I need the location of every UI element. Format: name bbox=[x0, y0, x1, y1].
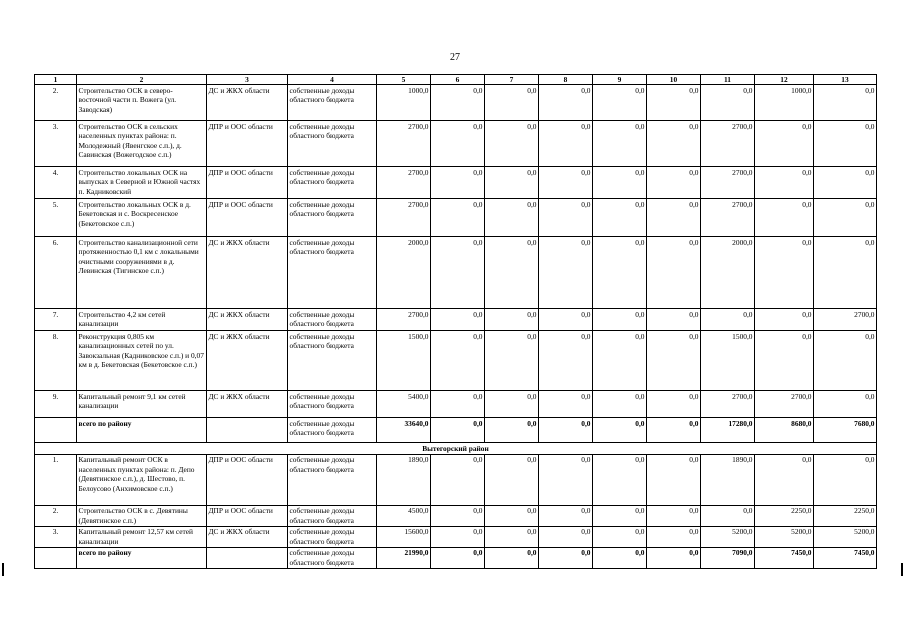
amount-cell: 0,0 bbox=[431, 237, 485, 309]
total-amount-cell: 7450,0 bbox=[755, 547, 814, 568]
row-number: 5. bbox=[35, 199, 77, 237]
executor: ДС и ЖКХ области bbox=[207, 237, 288, 309]
table-row bbox=[35, 167, 877, 199]
column-number: 2 bbox=[77, 75, 207, 85]
amount-cell: 5200,0 bbox=[755, 526, 814, 547]
amount-cell: 0,0 bbox=[647, 505, 701, 526]
executor: ДС и ЖКХ области bbox=[207, 85, 288, 121]
amount-cell: 0,0 bbox=[485, 85, 539, 121]
district-title: Вытегорский район bbox=[35, 443, 877, 454]
scan-edge-mark-left bbox=[2, 563, 4, 576]
amount-cell: 0,0 bbox=[593, 237, 647, 309]
amount-cell: 0,0 bbox=[647, 237, 701, 309]
executor: ДС и ЖКХ области bbox=[207, 391, 288, 418]
measure-name: Реконструкция 0,805 км канализационных сетей по ул. Завокзальная (Кадниковское с.п.) и 0,07 км в д. Бекетовская (Бекетовское с.п.) bbox=[77, 331, 207, 391]
column-number: 11 bbox=[701, 75, 755, 85]
table-row bbox=[35, 309, 877, 331]
funding-source: собственные доходы областного бюджета bbox=[288, 85, 377, 121]
amount-cell: 4500,0 bbox=[377, 505, 431, 526]
amount-cell: 1500,0 bbox=[701, 331, 755, 391]
amount-cell: 0,0 bbox=[755, 309, 814, 331]
amount-cell: 0,0 bbox=[539, 526, 593, 547]
amount-cell: 0,0 bbox=[814, 391, 877, 418]
amount-cell: 2700,0 bbox=[701, 391, 755, 418]
amount-cell: 0,0 bbox=[755, 121, 814, 167]
budget-table bbox=[34, 74, 877, 569]
column-number: 8 bbox=[539, 75, 593, 85]
amount-cell: 0,0 bbox=[431, 309, 485, 331]
funding-source: собственные доходы областного бюджета bbox=[288, 199, 377, 237]
amount-cell: 0,0 bbox=[431, 526, 485, 547]
amount-cell: 0,0 bbox=[701, 505, 755, 526]
amount-cell: 0,0 bbox=[701, 309, 755, 331]
funding-source: собственные доходы областного бюджета bbox=[288, 121, 377, 167]
amount-cell: 0,0 bbox=[539, 167, 593, 199]
executor: ДС и ЖКХ области bbox=[207, 309, 288, 331]
total-amount-cell: 0,0 bbox=[593, 418, 647, 443]
table-row bbox=[35, 199, 877, 237]
column-number: 1 bbox=[35, 75, 77, 85]
executor: ДПР и ООС области bbox=[207, 454, 288, 505]
scan-edge-mark-right bbox=[901, 563, 903, 576]
amount-cell: 2700,0 bbox=[701, 167, 755, 199]
total-amount-cell: 0,0 bbox=[539, 547, 593, 568]
district-section-row bbox=[35, 443, 877, 454]
amount-cell: 0,0 bbox=[755, 199, 814, 237]
amount-cell: 5400,0 bbox=[377, 391, 431, 418]
total-amount-cell: 21990,0 bbox=[377, 547, 431, 568]
total-amount-cell: 0,0 bbox=[485, 418, 539, 443]
row-number: 3. bbox=[35, 526, 77, 547]
column-number: 7 bbox=[485, 75, 539, 85]
row-number: 8. bbox=[35, 331, 77, 391]
column-number: 10 bbox=[647, 75, 701, 85]
funding-source: собственные доходы областного бюджета bbox=[288, 526, 377, 547]
amount-cell: 0,0 bbox=[647, 85, 701, 121]
table-row bbox=[35, 454, 877, 505]
amount-cell: 0,0 bbox=[431, 454, 485, 505]
district-total-row bbox=[35, 418, 877, 443]
amount-cell: 0,0 bbox=[647, 391, 701, 418]
total-amount-cell: 0,0 bbox=[647, 547, 701, 568]
total-label: всего по району bbox=[77, 418, 207, 443]
row-number: 1. bbox=[35, 454, 77, 505]
total-amount-cell: 8680,0 bbox=[755, 418, 814, 443]
amount-cell: 1000,0 bbox=[377, 85, 431, 121]
row-number: 9. bbox=[35, 391, 77, 418]
amount-cell: 0,0 bbox=[539, 391, 593, 418]
amount-cell: 2700,0 bbox=[755, 391, 814, 418]
funding-source: собственные доходы областного бюджета bbox=[288, 547, 377, 568]
amount-cell: 0,0 bbox=[539, 309, 593, 331]
executor: ДС и ЖКХ области bbox=[207, 526, 288, 547]
measure-name: Капитальный ремонт ОСК в населенных пунктах района: п. Депо (Девятинское с.п.), д. Шестово, п. Белоусово (Анхимовское с.п.) bbox=[77, 454, 207, 505]
amount-cell: 0,0 bbox=[814, 199, 877, 237]
amount-cell: 5200,0 bbox=[814, 526, 877, 547]
amount-cell: 2700,0 bbox=[701, 199, 755, 237]
executor: ДПР и ООС области bbox=[207, 199, 288, 237]
page-number: 27 bbox=[450, 52, 460, 63]
amount-cell: 0,0 bbox=[755, 454, 814, 505]
total-label: всего по району bbox=[77, 547, 207, 568]
district-total-row bbox=[35, 547, 877, 568]
amount-cell: 0,0 bbox=[593, 331, 647, 391]
column-number: 13 bbox=[814, 75, 877, 85]
total-amount-cell: 0,0 bbox=[485, 547, 539, 568]
amount-cell: 0,0 bbox=[814, 85, 877, 121]
funding-source: собственные доходы областного бюджета bbox=[288, 505, 377, 526]
amount-cell: 0,0 bbox=[647, 526, 701, 547]
row-number: 2. bbox=[35, 505, 77, 526]
row-number: 6. bbox=[35, 237, 77, 309]
amount-cell: 0,0 bbox=[647, 454, 701, 505]
executor: ДПР и ООС области bbox=[207, 121, 288, 167]
table-row bbox=[35, 85, 877, 121]
column-number-row bbox=[35, 75, 877, 85]
amount-cell: 0,0 bbox=[593, 526, 647, 547]
amount-cell: 0,0 bbox=[647, 331, 701, 391]
total-amount-cell: 0,0 bbox=[593, 547, 647, 568]
amount-cell: 0,0 bbox=[593, 199, 647, 237]
row-number: 7. bbox=[35, 309, 77, 331]
total-amount-cell: 17280,0 bbox=[701, 418, 755, 443]
funding-source: собственные доходы областного бюджета bbox=[288, 237, 377, 309]
amount-cell: 0,0 bbox=[485, 526, 539, 547]
measure-name: Капитальный ремонт 9,1 км сетей канализации bbox=[77, 391, 207, 418]
amount-cell: 2250,0 bbox=[755, 505, 814, 526]
amount-cell: 0,0 bbox=[755, 167, 814, 199]
amount-cell: 0,0 bbox=[647, 121, 701, 167]
total-amount-cell: 7680,0 bbox=[814, 418, 877, 443]
measure-name: Капитальный ремонт 12,57 км сетей канализации bbox=[77, 526, 207, 547]
amount-cell: 0,0 bbox=[539, 199, 593, 237]
measure-name: Строительство 4,2 км сетей канализации bbox=[77, 309, 207, 331]
amount-cell: 0,0 bbox=[485, 331, 539, 391]
amount-cell: 1500,0 bbox=[377, 331, 431, 391]
amount-cell: 0,0 bbox=[814, 331, 877, 391]
measure-name: Строительство ОСК в сельских населенных пунктах района: п. Молодежный (Явенгское с.п.), д. Савинская (Вожегодское с.п.) bbox=[77, 121, 207, 167]
amount-cell: 0,0 bbox=[485, 391, 539, 418]
total-amount-cell: 7090,0 bbox=[701, 547, 755, 568]
amount-cell: 0,0 bbox=[593, 309, 647, 331]
column-number: 4 bbox=[288, 75, 377, 85]
amount-cell: 0,0 bbox=[431, 331, 485, 391]
measure-name: Строительство локальных ОСК в д. Бекетовская и с. Воскресенское (Бекетовское с.п.) bbox=[77, 199, 207, 237]
total-amount-cell: 0,0 bbox=[431, 418, 485, 443]
column-number: 6 bbox=[431, 75, 485, 85]
amount-cell: 5200,0 bbox=[701, 526, 755, 547]
amount-cell: 0,0 bbox=[647, 309, 701, 331]
column-number: 12 bbox=[755, 75, 814, 85]
amount-cell: 0,0 bbox=[431, 121, 485, 167]
amount-cell: 0,0 bbox=[755, 331, 814, 391]
amount-cell: 0,0 bbox=[485, 454, 539, 505]
amount-cell: 0,0 bbox=[539, 121, 593, 167]
row-number bbox=[35, 547, 77, 568]
amount-cell: 0,0 bbox=[814, 121, 877, 167]
total-amount-cell: 0,0 bbox=[539, 418, 593, 443]
amount-cell: 0,0 bbox=[593, 454, 647, 505]
funding-source: собственные доходы областного бюджета bbox=[288, 454, 377, 505]
row-number: 4. bbox=[35, 167, 77, 199]
amount-cell: 1000,0 bbox=[755, 85, 814, 121]
amount-cell: 2700,0 bbox=[377, 121, 431, 167]
amount-cell: 0,0 bbox=[539, 331, 593, 391]
amount-cell: 2000,0 bbox=[377, 237, 431, 309]
amount-cell: 0,0 bbox=[485, 309, 539, 331]
amount-cell: 0,0 bbox=[485, 199, 539, 237]
amount-cell: 0,0 bbox=[485, 505, 539, 526]
amount-cell: 0,0 bbox=[593, 167, 647, 199]
amount-cell: 0,0 bbox=[539, 85, 593, 121]
amount-cell: 1890,0 bbox=[377, 454, 431, 505]
executor bbox=[207, 547, 288, 568]
amount-cell: 15600,0 bbox=[377, 526, 431, 547]
total-amount-cell: 33640,0 bbox=[377, 418, 431, 443]
amount-cell: 0,0 bbox=[431, 167, 485, 199]
amount-cell: 0,0 bbox=[755, 237, 814, 309]
column-number: 9 bbox=[593, 75, 647, 85]
executor: ДПР и ООС области bbox=[207, 505, 288, 526]
executor bbox=[207, 418, 288, 443]
executor: ДПР и ООС области bbox=[207, 167, 288, 199]
amount-cell: 2700,0 bbox=[701, 121, 755, 167]
total-amount-cell: 0,0 bbox=[647, 418, 701, 443]
amount-cell: 0,0 bbox=[593, 121, 647, 167]
measure-name: Строительство локальных ОСК на выпусках в Северной и Южной частях п. Кадниковский bbox=[77, 167, 207, 199]
table-row bbox=[35, 505, 877, 526]
total-amount-cell: 0,0 bbox=[431, 547, 485, 568]
measure-name: Строительство ОСК в северо-восточной части п. Вожега (ул. Заводская) bbox=[77, 85, 207, 121]
table-row bbox=[35, 121, 877, 167]
funding-source: собственные доходы областного бюджета bbox=[288, 331, 377, 391]
row-number: 2. bbox=[35, 85, 77, 121]
table-row bbox=[35, 526, 877, 547]
measure-name: Строительство канализационной сети протяженностью 0,1 км с локальными очистными сооружениями в д. Левинская (Тигинское с.п.) bbox=[77, 237, 207, 309]
amount-cell: 2700,0 bbox=[377, 309, 431, 331]
row-number: 3. bbox=[35, 121, 77, 167]
amount-cell: 0,0 bbox=[431, 505, 485, 526]
funding-source: собственные доходы областного бюджета bbox=[288, 418, 377, 443]
amount-cell: 0,0 bbox=[814, 454, 877, 505]
table-row bbox=[35, 331, 877, 391]
column-number: 3 bbox=[207, 75, 288, 85]
table-row bbox=[35, 237, 877, 309]
funding-source: собственные доходы областного бюджета bbox=[288, 167, 377, 199]
amount-cell: 0,0 bbox=[485, 121, 539, 167]
amount-cell: 2700,0 bbox=[377, 199, 431, 237]
amount-cell: 2000,0 bbox=[701, 237, 755, 309]
amount-cell: 0,0 bbox=[814, 167, 877, 199]
amount-cell: 0,0 bbox=[593, 85, 647, 121]
total-amount-cell: 7450,0 bbox=[814, 547, 877, 568]
amount-cell: 0,0 bbox=[647, 167, 701, 199]
amount-cell: 0,0 bbox=[593, 505, 647, 526]
amount-cell: 0,0 bbox=[485, 167, 539, 199]
amount-cell: 0,0 bbox=[431, 391, 485, 418]
amount-cell: 0,0 bbox=[539, 237, 593, 309]
amount-cell: 2250,0 bbox=[814, 505, 877, 526]
column-number: 5 bbox=[377, 75, 431, 85]
executor: ДС и ЖКХ области bbox=[207, 331, 288, 391]
amount-cell: 0,0 bbox=[431, 199, 485, 237]
amount-cell: 0,0 bbox=[485, 237, 539, 309]
amount-cell: 2700,0 bbox=[814, 309, 877, 331]
amount-cell: 1890,0 bbox=[701, 454, 755, 505]
amount-cell: 0,0 bbox=[539, 454, 593, 505]
amount-cell: 0,0 bbox=[593, 391, 647, 418]
amount-cell: 0,0 bbox=[814, 237, 877, 309]
amount-cell: 0,0 bbox=[539, 505, 593, 526]
row-number bbox=[35, 418, 77, 443]
amount-cell: 0,0 bbox=[647, 199, 701, 237]
amount-cell: 0,0 bbox=[431, 85, 485, 121]
funding-source: собственные доходы областного бюджета bbox=[288, 309, 377, 331]
table-row bbox=[35, 391, 877, 418]
funding-source: собственные доходы областного бюджета bbox=[288, 391, 377, 418]
amount-cell: 0,0 bbox=[701, 85, 755, 121]
amount-cell: 2700,0 bbox=[377, 167, 431, 199]
measure-name: Строительство ОСК в с. Девятины (Девятинское с.п.) bbox=[77, 505, 207, 526]
